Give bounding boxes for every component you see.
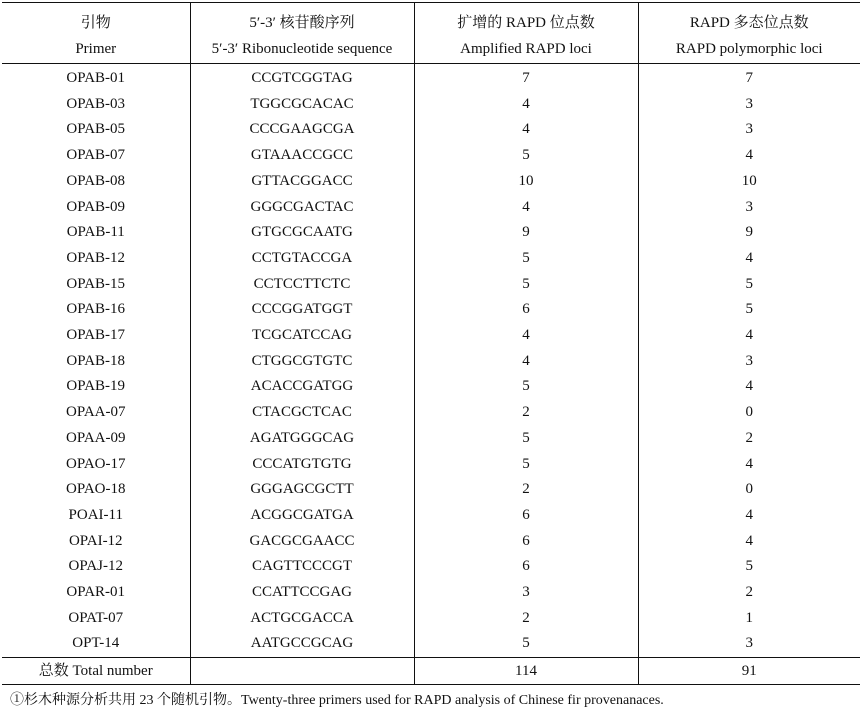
sequence-cell: CCATTCCGAG bbox=[190, 580, 414, 606]
header-primer-zh: 引物 bbox=[2, 3, 190, 36]
header-row-english bbox=[2, 35, 860, 64]
primer-cell: OPT-14 bbox=[2, 631, 190, 657]
polymorphic-loci-cell: 1 bbox=[745, 609, 753, 626]
sequence-cell: GACGCGAACC bbox=[190, 529, 414, 555]
amplified-loci-cell: 3 bbox=[414, 580, 638, 606]
table-body bbox=[2, 64, 860, 685]
primer-cell: OPAB-07 bbox=[2, 143, 190, 169]
total-polymorphic: 91 bbox=[638, 658, 860, 685]
sequence-cell: CCTGTACCGA bbox=[190, 246, 414, 272]
header-amplified-en: Amplified RAPD loci bbox=[414, 35, 638, 64]
amplified-loci-cell: 5 bbox=[414, 452, 638, 478]
sequence-cell: AATGCCGCAG bbox=[190, 631, 414, 657]
table-row bbox=[2, 529, 860, 555]
polymorphic-loci-cell: 4 bbox=[745, 455, 753, 472]
table-row bbox=[2, 426, 860, 452]
table-row bbox=[2, 169, 860, 195]
table-row bbox=[2, 143, 860, 169]
header-amplified-zh: 扩增的 RAPD 位点数 bbox=[414, 3, 638, 36]
polymorphic-loci-cell: 4 bbox=[745, 532, 753, 549]
amplified-loci-cell: 2 bbox=[414, 606, 638, 632]
amplified-loci-cell: 4 bbox=[414, 349, 638, 375]
sequence-cell: GGGCGACTAC bbox=[190, 195, 414, 221]
polymorphic-loci-cell: 3 bbox=[745, 198, 753, 215]
amplified-loci-cell: 5 bbox=[414, 426, 638, 452]
primer-cell: OPAI-12 bbox=[2, 529, 190, 555]
amplified-loci-cell: 5 bbox=[414, 374, 638, 400]
sequence-cell: CCGTCGGTAG bbox=[190, 64, 414, 92]
polymorphic-loci-cell: 3 bbox=[745, 635, 753, 652]
amplified-loci-cell: 6 bbox=[414, 503, 638, 529]
table-row bbox=[2, 631, 860, 657]
primer-cell: OPAJ-12 bbox=[2, 554, 190, 580]
table-row bbox=[2, 64, 860, 92]
primer-cell: POAI-11 bbox=[2, 503, 190, 529]
table-row bbox=[2, 580, 860, 606]
primer-cell: OPAB-08 bbox=[2, 169, 190, 195]
sequence-cell: ACTGCGACCA bbox=[190, 606, 414, 632]
polymorphic-loci-cell: 5 bbox=[745, 558, 753, 575]
polymorphic-loci-cell: 5 bbox=[745, 275, 753, 292]
amplified-loci-cell: 9 bbox=[414, 220, 638, 246]
polymorphic-loci-cell: 4 bbox=[745, 327, 753, 344]
sequence-cell: CAGTTCCCGT bbox=[190, 554, 414, 580]
header-primer-en: Primer bbox=[2, 35, 190, 64]
sequence-cell: GTTACGGACC bbox=[190, 169, 414, 195]
sequence-cell: ACGGCGATGA bbox=[190, 503, 414, 529]
primer-cell: OPAB-03 bbox=[2, 92, 190, 118]
sequence-cell: ACACCGATGG bbox=[190, 374, 414, 400]
table-row bbox=[2, 349, 860, 375]
amplified-loci-cell: 4 bbox=[414, 117, 638, 143]
primer-cell: OPAB-17 bbox=[2, 323, 190, 349]
sequence-cell: TCGCATCCAG bbox=[190, 323, 414, 349]
polymorphic-loci-cell: 9 bbox=[745, 224, 753, 241]
polymorphic-loci-cell: 4 bbox=[745, 506, 753, 523]
table-row bbox=[2, 92, 860, 118]
amplified-loci-cell: 5 bbox=[414, 246, 638, 272]
table-row bbox=[2, 246, 860, 272]
amplified-loci-cell: 10 bbox=[414, 169, 638, 195]
primer-cell: OPAR-01 bbox=[2, 580, 190, 606]
sequence-cell: GGGAGCGCTT bbox=[190, 477, 414, 503]
header-polymorphic-zh: RAPD 多态位点数 bbox=[638, 3, 860, 36]
polymorphic-loci-cell: 5 bbox=[745, 301, 753, 318]
polymorphic-loci-cell: 4 bbox=[745, 249, 753, 266]
sequence-cell: GTAAACCGCC bbox=[190, 143, 414, 169]
sequence-cell: CCCGGATGGT bbox=[190, 297, 414, 323]
sequence-cell: CTGGCGTGTC bbox=[190, 349, 414, 375]
sequence-cell: GTGCGCAATG bbox=[190, 220, 414, 246]
table-row bbox=[2, 606, 860, 632]
primer-table bbox=[2, 2, 860, 685]
total-label: 总数 Total number bbox=[2, 658, 190, 685]
amplified-loci-cell: 6 bbox=[414, 297, 638, 323]
amplified-loci-cell: 2 bbox=[414, 477, 638, 503]
sequence-cell: AGATGGGCAG bbox=[190, 426, 414, 452]
primer-table-container bbox=[2, 2, 860, 685]
sequence-cell: CCTCCTTCTC bbox=[190, 272, 414, 298]
primer-cell: OPAA-09 bbox=[2, 426, 190, 452]
polymorphic-loci-cell: 3 bbox=[745, 352, 753, 369]
amplified-loci-cell: 7 bbox=[414, 64, 638, 92]
amplified-loci-cell: 4 bbox=[414, 195, 638, 221]
table-row bbox=[2, 195, 860, 221]
table-row bbox=[2, 374, 860, 400]
amplified-loci-cell: 4 bbox=[414, 92, 638, 118]
primer-cell: OPAB-01 bbox=[2, 64, 190, 92]
polymorphic-loci-cell: 3 bbox=[745, 95, 753, 112]
amplified-loci-cell: 2 bbox=[414, 400, 638, 426]
primer-cell: OPAB-18 bbox=[2, 349, 190, 375]
table-row bbox=[2, 117, 860, 143]
table-row bbox=[2, 272, 860, 298]
polymorphic-loci-cell: 0 bbox=[745, 404, 753, 421]
polymorphic-loci-cell: 4 bbox=[745, 147, 753, 164]
header-sequence-zh: 5′-3′ 核苷酸序列 bbox=[190, 3, 414, 36]
table-row bbox=[2, 452, 860, 478]
total-row bbox=[2, 658, 860, 685]
table-footnote: ①杉木种源分析共用 23 个随机引物。Twenty-three primers used for RAPD analysis of Chinese fir provenanaces. bbox=[10, 693, 664, 708]
primer-cell: OPAB-16 bbox=[2, 297, 190, 323]
amplified-loci-cell: 4 bbox=[414, 323, 638, 349]
amplified-loci-cell: 5 bbox=[414, 631, 638, 657]
table-row bbox=[2, 400, 860, 426]
table-row bbox=[2, 297, 860, 323]
polymorphic-loci-cell: 0 bbox=[745, 481, 753, 498]
primer-cell: OPAB-12 bbox=[2, 246, 190, 272]
polymorphic-loci-cell: 7 bbox=[745, 70, 753, 86]
table-row bbox=[2, 503, 860, 529]
polymorphic-loci-cell: 4 bbox=[745, 378, 753, 395]
header-row-chinese bbox=[2, 3, 860, 36]
table-row bbox=[2, 554, 860, 580]
polymorphic-loci-cell: 3 bbox=[745, 121, 753, 138]
table-row bbox=[2, 220, 860, 246]
primer-cell: OPAO-18 bbox=[2, 477, 190, 503]
amplified-loci-cell: 6 bbox=[414, 554, 638, 580]
primer-cell: OPAB-11 bbox=[2, 220, 190, 246]
header-sequence-en: 5′-3′ Ribonucleotide sequence bbox=[190, 35, 414, 64]
primer-cell: OPAT-07 bbox=[2, 606, 190, 632]
sequence-cell: CTACGCTCAC bbox=[190, 400, 414, 426]
sequence-cell: CCCATGTGTG bbox=[190, 452, 414, 478]
total-sequence bbox=[190, 658, 414, 685]
table-row bbox=[2, 477, 860, 503]
header-polymorphic-en: RAPD polymorphic loci bbox=[638, 35, 860, 64]
primer-cell: OPAB-05 bbox=[2, 117, 190, 143]
primer-cell: OPAO-17 bbox=[2, 452, 190, 478]
primer-cell: OPAB-15 bbox=[2, 272, 190, 298]
polymorphic-loci-cell: 2 bbox=[745, 584, 753, 601]
amplified-loci-cell: 6 bbox=[414, 529, 638, 555]
table-header bbox=[2, 3, 860, 64]
sequence-cell: CCCGAAGCGA bbox=[190, 117, 414, 143]
amplified-loci-cell: 5 bbox=[414, 143, 638, 169]
primer-cell: OPAB-09 bbox=[2, 195, 190, 221]
primer-cell: OPAA-07 bbox=[2, 400, 190, 426]
table-row bbox=[2, 323, 860, 349]
polymorphic-loci-cell: 10 bbox=[741, 172, 757, 189]
primer-cell: OPAB-19 bbox=[2, 374, 190, 400]
polymorphic-loci-cell: 2 bbox=[745, 429, 753, 446]
amplified-loci-cell: 5 bbox=[414, 272, 638, 298]
sequence-cell: TGGCGCACAC bbox=[190, 92, 414, 118]
total-amplified: 114 bbox=[414, 658, 638, 685]
